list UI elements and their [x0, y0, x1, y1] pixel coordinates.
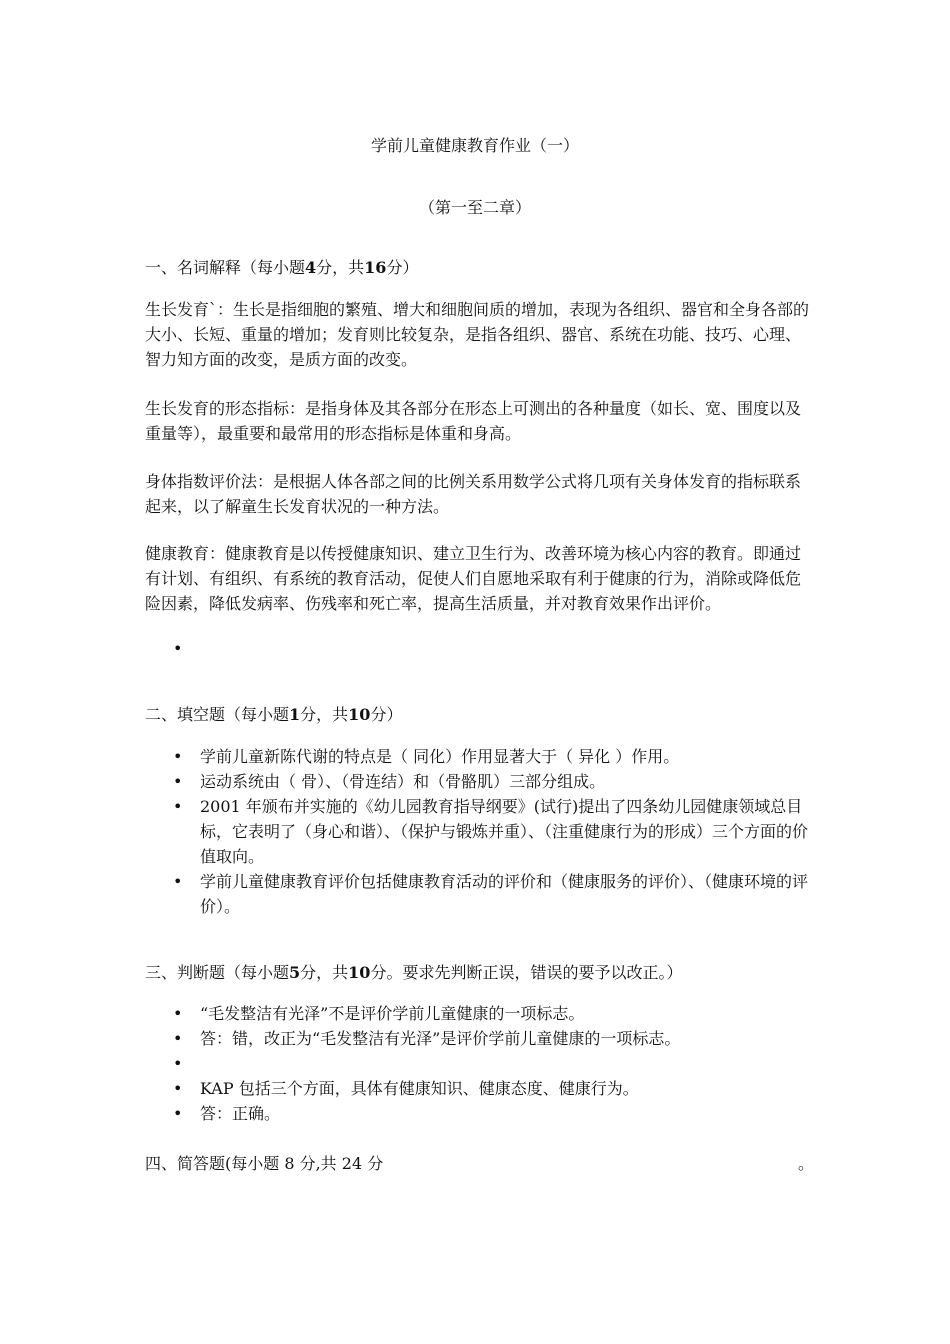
list-item: • “毛发整洁有光泽”不是评价学前儿童健康的一项标志。 [145, 1001, 810, 1026]
definition-body-index-method: 身体指数评价法：是根据人体各部之间的比例关系用数学公式将几项有关身体发育的指标联系起来，以了解童生长发育状况的一种方法。 [145, 472, 802, 516]
document-subtitle: （第一至二章） [418, 198, 531, 217]
definition-morphology-indicators: 生长发育的形态指标：是指身体及其各部分在形态上可测出的各种量度（如长、宽、围度以及重量等），最重要和最常用的形态指标是体重和身高。 [145, 399, 802, 443]
list-item: • 2001 年颁布并实施的《幼儿园教育指导纲要》(试行)提出了四条幼儿园健康领域总目标，它表明了（身心和谐）、（保护与锻炼并重）、（注重健康行为的形成）三个方面的价值取向。 [145, 794, 810, 869]
section-2-points-each: 1 [289, 705, 301, 724]
section-3-heading-suffix: 分。要求先判断正误，错误的要予以改正。） [370, 963, 683, 982]
definition-health-education: 健康教育：健康教育是以传授健康知识、建立卫生行为、改善环境为核心内容的教育。即通过有计划、有组织、有系统的教育活动，促使人们自愿地采取有利于健康的行为，消除或降低危险因素，降低发病率、伤残率和死亡率，提高生活质量，并对教育效果作出评价。 [145, 544, 802, 613]
section-3-points-each: 5 [289, 963, 301, 982]
section-1-heading-prefix: 一、名词解释（每小题 [145, 258, 306, 277]
section-3-points-total: 10 [348, 963, 371, 982]
section-2-heading-prefix: 二、填空题（每小题 [145, 705, 290, 724]
list-item: • 答：错，改正为“毛发整洁有光泽”是评价学前儿童健康的一项标志。 [145, 1026, 810, 1051]
section-3-heading-prefix: 三、判断题（每小题 [145, 963, 290, 982]
section-3-heading-mid: 分，共 [300, 963, 349, 982]
section-1-heading-mid: 分，共 [316, 258, 365, 277]
list-item: • KAP 包括三个方面，具体有健康知识、健康态度、健康行为。 [145, 1076, 810, 1101]
section-1-points-each: 4 [305, 258, 317, 277]
section-3-heading [145, 960, 682, 983]
true-false-list [145, 1001, 810, 1126]
list-item: • 运动系统由（ 骨）、（骨连结）和（骨骼肌）三部分组成。 [145, 769, 810, 794]
section-2-heading-mid: 分，共 [300, 705, 349, 724]
section-2-heading-suffix: 分） [370, 705, 403, 724]
document-title: 学前儿童健康教育作业（一） [370, 136, 579, 155]
definition-growth-development: 生长发育`：生长是指细胞的繁殖、增大和细胞间质的增加，表现为各组织、器官和全身各部的大小、长短、重量的增加；发育则比较复杂，是指各组织、器官、系统在功能、技巧、心理、智力知方面的改变，是质方面的改变。 [145, 300, 810, 369]
section-4-trailing-mark: 。 [798, 1154, 815, 1173]
list-item: • 学前儿童健康教育评价包括健康教育活动的评价和（健康服务的评价）、（健康环境的评价）。 [145, 869, 810, 919]
section-1-heading [145, 255, 418, 278]
section-4-heading: 四、简答题(每小题 8 分,共 24 分 [145, 1154, 384, 1173]
list-item [145, 1051, 810, 1076]
section-1-points-total: 16 [364, 258, 387, 277]
list-item: • 学前儿童新陈代谢的特点是（ 同化）作用显著大于（ 异化 ）作用。 [145, 744, 810, 769]
section-2-points-total: 10 [348, 705, 371, 724]
section-1-heading-suffix: 分） [386, 258, 419, 277]
list-item: • 答：正确。 [145, 1101, 810, 1126]
section-2-heading [145, 702, 402, 725]
empty-bullet: • [173, 639, 183, 658]
fill-in-list [145, 744, 810, 919]
